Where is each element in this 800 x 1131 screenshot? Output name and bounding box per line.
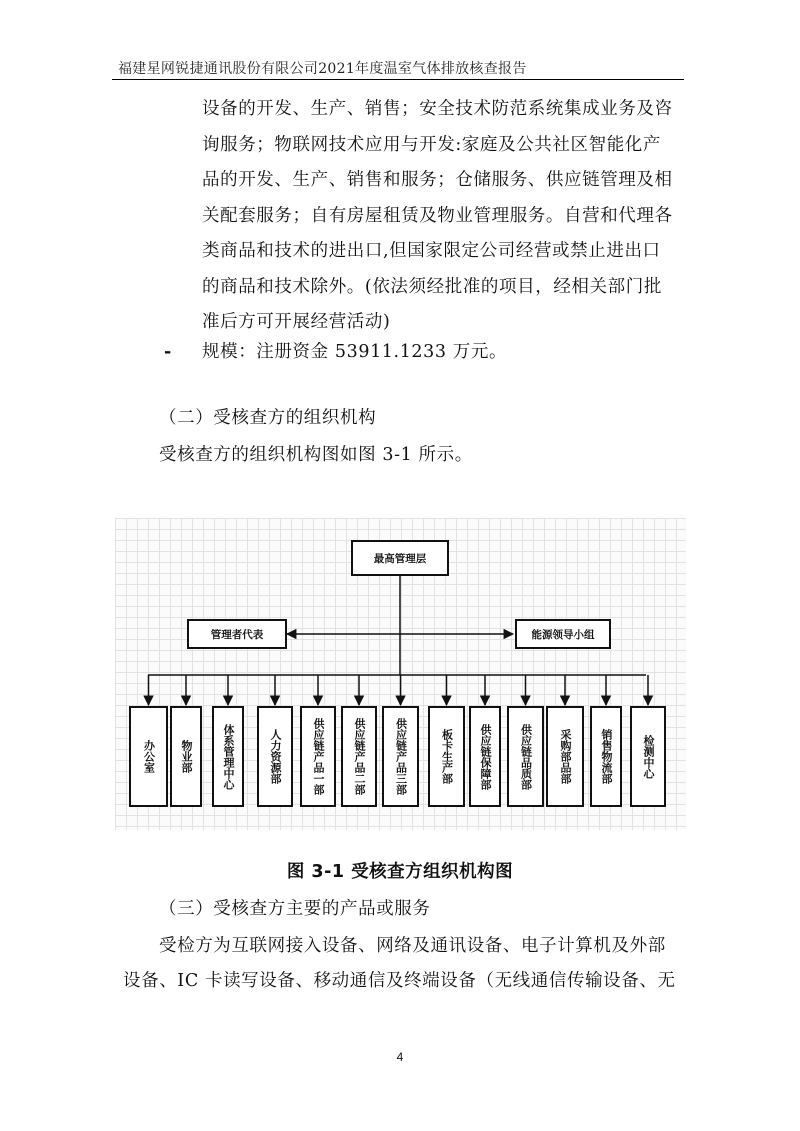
node-energy-leadership-group: 能源领导小组 — [515, 619, 611, 649]
node-dept-sales-logistics: 销售物流部 — [590, 706, 622, 807]
node-dept-supply-assurance: 供应链保障部 — [469, 706, 501, 807]
node-top-management: 最高管理层 — [351, 540, 449, 576]
section3-heading: （三）受核查方主要的产品或服务 — [159, 899, 431, 919]
paragraph-line: 类商品和技术的进出口,但国家限定公司经营或禁止进出口 — [202, 241, 661, 261]
scale-text: 规模：注册资金 53911.1233 万元。 — [202, 342, 508, 362]
node-dept-procurement: 采购部品部 — [546, 706, 584, 807]
node-dept-system-management: 体系管理中心 — [212, 706, 244, 807]
paragraph-line: 的商品和技术除外。(依法须经批准的项目，经相关部门批 — [202, 276, 662, 297]
node-dept-testing-center: 检测中心 — [630, 706, 666, 807]
section2-heading: （二）受核查方的组织机构 — [159, 408, 377, 428]
scale-item — [164, 337, 507, 367]
figure-caption: 图 3-1 受核查方组织机构图 — [286, 862, 514, 882]
node-management-representative: 管理者代表 — [187, 619, 287, 649]
node-dept-supply-product-3: 供应链产品三部 — [382, 706, 419, 807]
section3-line: 设备、IC 卡读写设备、移动通信及终端设备（无线通信传输设备、无 — [123, 971, 676, 991]
node-dept-supply-product-2: 供应链产品二部 — [341, 706, 377, 807]
business-scope-paragraph — [202, 92, 692, 341]
node-dept-office: 办公室 — [129, 706, 168, 807]
bullet-dash: - — [164, 342, 172, 362]
section2-intro: 受核查方的组织机构图如图 3-1 所示。 — [159, 445, 473, 465]
paragraph-line: 品的开发、生产、销售和服务；仓储服务、供应链管理及相 — [202, 170, 673, 190]
paragraph-line: 设备的开发、生产、销售；安全技术防范系统集成业务及咨 — [202, 99, 673, 119]
page-number: 4 — [396, 1050, 404, 1064]
node-dept-board-production: 板卡生产部 — [428, 706, 465, 807]
department-drop-lines — [149, 675, 649, 705]
header-divider — [112, 79, 684, 80]
node-dept-supply-quality: 供应链品质部 — [507, 706, 544, 807]
paragraph-line: 准后方可开展经营活动) — [202, 312, 391, 332]
paragraph-line: 询服务；物联网技术应用与开发:家庭及公共社区智能化产 — [202, 134, 661, 155]
paragraph-line: 关配套服务；自有房屋租赁及物业管理服务。自营和代理各 — [202, 205, 673, 226]
node-dept-property: 物业部 — [170, 706, 202, 807]
section3-line: 受检方为互联网接入设备、网络及通讯设备、电子计算机及外部 — [159, 936, 666, 956]
node-dept-supply-product-1: 供应链产品一部 — [300, 706, 336, 807]
header-title: 福建星网锐捷通讯股份有限公司2021年度温室气体排放核查报告 — [118, 61, 527, 77]
node-dept-hr: 人力资源部 — [257, 706, 293, 807]
org-chart — [115, 518, 686, 830]
